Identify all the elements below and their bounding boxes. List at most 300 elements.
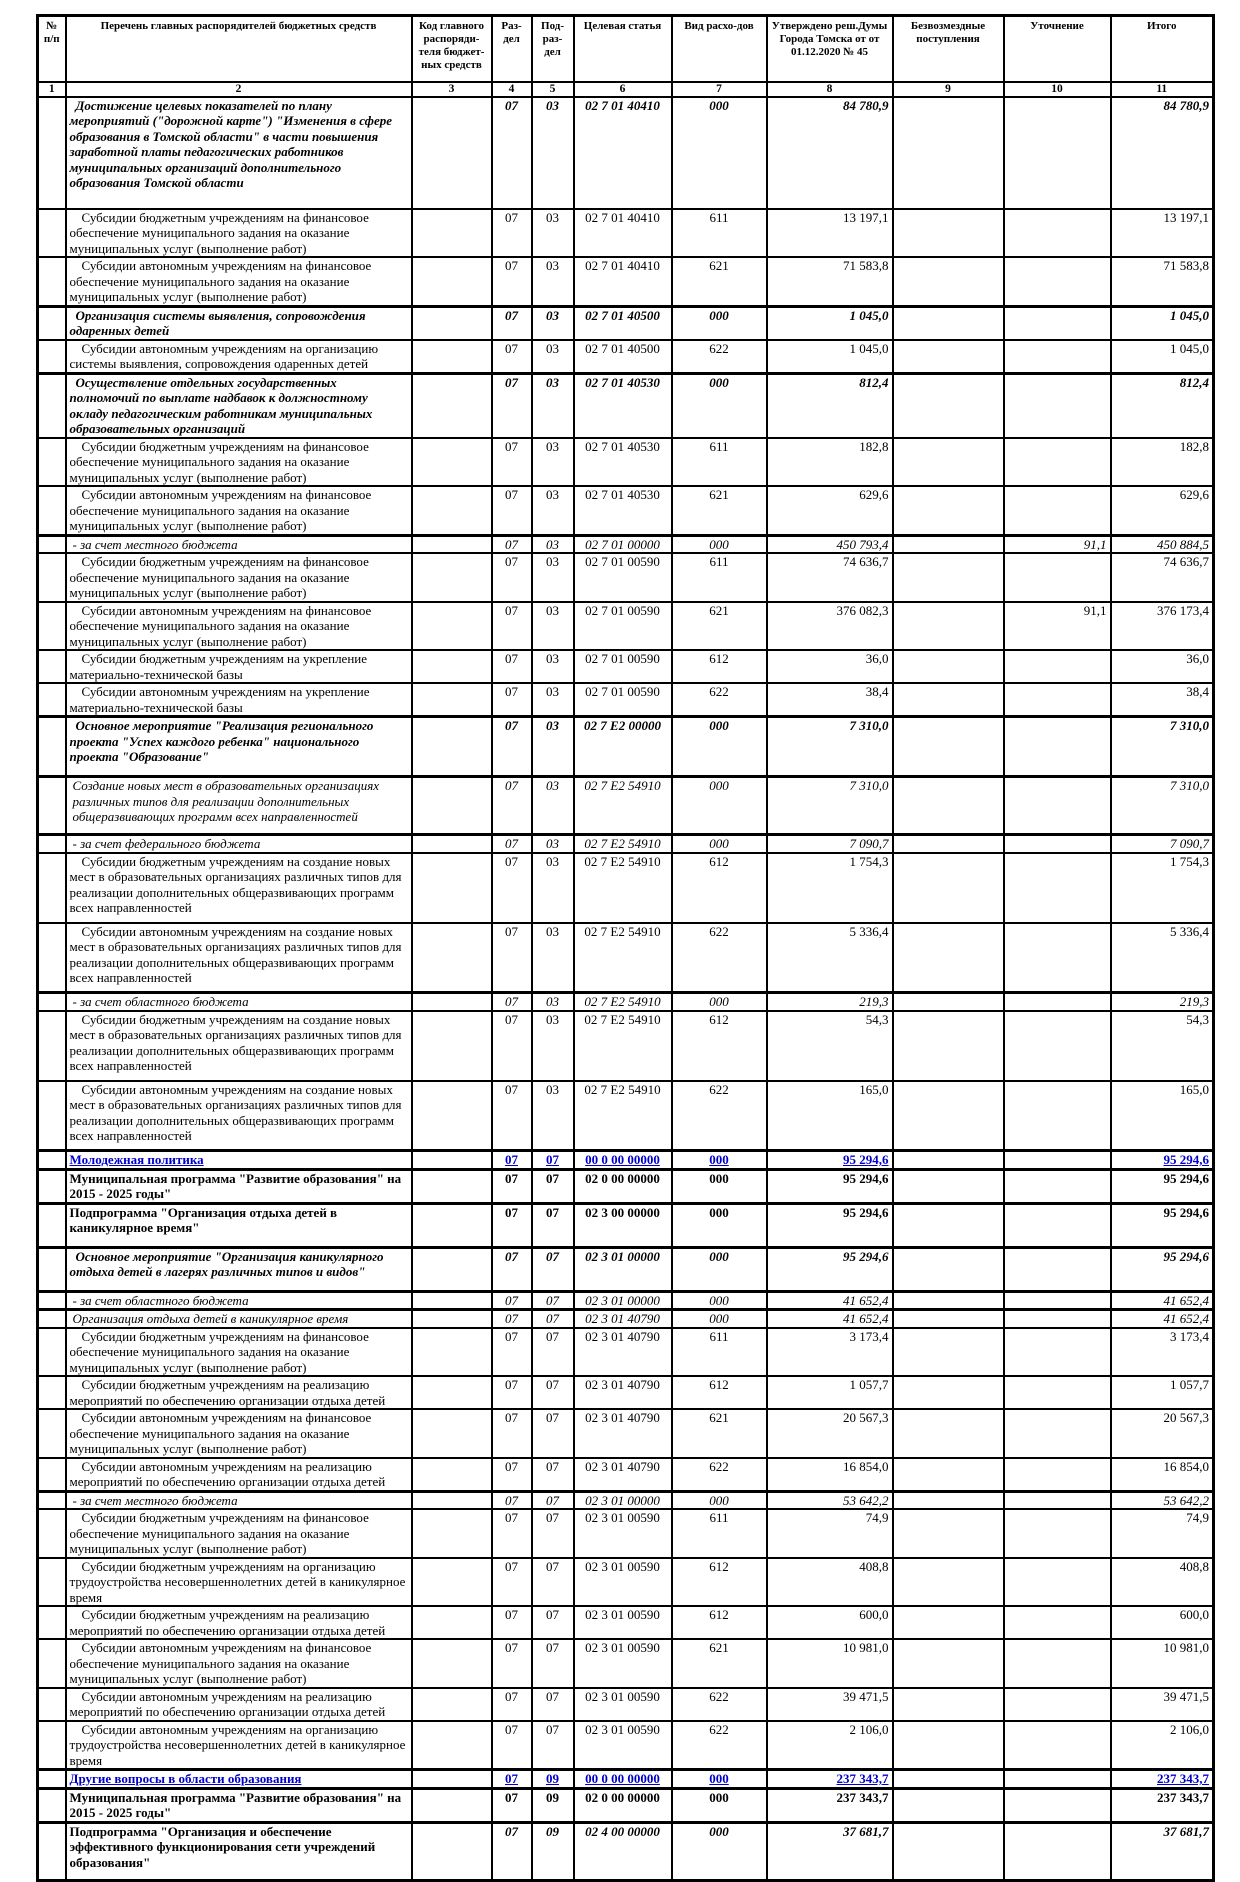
table-row <box>38 257 1214 306</box>
cell-clarification <box>1004 1788 1111 1822</box>
cell-name: Основное мероприятие "Организация каникулярного отдыха детей в лагерях различных типов и видов" <box>66 1247 412 1291</box>
cell-expense-type: 611 <box>672 1328 767 1377</box>
cell-name: - за счет местного бюджета <box>66 1491 412 1509</box>
cell-npp <box>38 1788 66 1822</box>
cell-name: Подпрограмма "Организация и обеспечение эффективного функционирования сети учреждений образования" <box>66 1822 412 1880</box>
cell-npp <box>38 535 66 553</box>
cell-approved: 812,4 <box>767 373 893 438</box>
cell-expense-type: 622 <box>672 1688 767 1721</box>
cell-target-article: 02 3 01 00000 <box>574 1491 672 1509</box>
cell-razdel: 07 <box>492 717 532 777</box>
cell-podrazdel: 03 <box>532 553 574 602</box>
cell-name: Субсидии автономным учреждениям на финансовое обеспечение муниципального задания на оказание муниципальных услуг (выполнение работ) <box>66 1639 412 1688</box>
cell-gratuitous <box>893 1409 1004 1458</box>
cell-razdel: 07 <box>492 373 532 438</box>
cell-target-article: 02 3 01 00590 <box>574 1509 672 1558</box>
cell-approved: 1 045,0 <box>767 306 893 340</box>
cell-gratuitous <box>893 1310 1004 1328</box>
cell-gratuitous <box>893 1688 1004 1721</box>
cell-razdel: 07 <box>492 853 532 923</box>
cell-target-article: 02 7 01 00590 <box>574 683 672 717</box>
cell-name: Организация системы выявления, сопровождения одаренных детей <box>66 306 412 340</box>
cell-gratuitous <box>893 486 1004 535</box>
table-row <box>38 777 1214 835</box>
cell-razdel: 07 <box>492 1203 532 1247</box>
table-row <box>38 835 1214 853</box>
cell-target-article: 02 7 E2 54910 <box>574 835 672 853</box>
cell-gratuitous <box>893 1770 1004 1789</box>
cell-podrazdel: 03 <box>532 257 574 306</box>
cell-total: 3 173,4 <box>1111 1328 1214 1377</box>
cell-podrazdel: 03 <box>532 602 574 651</box>
cell-expense-type: 000 <box>672 1310 767 1328</box>
cell-clarification <box>1004 650 1111 683</box>
cell-name: Субсидии автономным учреждениям на финансовое обеспечение муниципального задания на оказание муниципальных услуг (выполнение работ) <box>66 257 412 306</box>
cell-grbs-code <box>412 373 492 438</box>
cell-approved: 95 294,6 <box>767 1247 893 1291</box>
cell-podrazdel: 07 <box>532 1203 574 1247</box>
cell-approved: 13 197,1 <box>767 209 893 258</box>
cell-podrazdel: 03 <box>532 717 574 777</box>
cell-name: Субсидии автономным учреждениям на реализацию мероприятий по обеспечению организации отдыха детей <box>66 1458 412 1492</box>
cell-razdel: 07 <box>492 340 532 374</box>
cell-clarification <box>1004 683 1111 717</box>
cell-gratuitous <box>893 1169 1004 1203</box>
header-col-podrazdel: Под-раз-дел <box>532 16 574 82</box>
cell-razdel: 07 <box>492 553 532 602</box>
cell-podrazdel: 03 <box>532 853 574 923</box>
table-row <box>38 1409 1214 1458</box>
cell-gratuitous <box>893 1558 1004 1607</box>
cell-razdel: 07 <box>492 1721 532 1770</box>
cell-razdel: 07 <box>492 1788 532 1822</box>
table-row <box>38 993 1214 1011</box>
cell-target-article: 00 0 00 00000 <box>574 1151 672 1170</box>
cell-expense-type: 612 <box>672 1376 767 1409</box>
cell-grbs-code <box>412 1721 492 1770</box>
cell-clarification <box>1004 1011 1111 1081</box>
cell-name: Субсидии автономным учреждениям на финансовое обеспечение муниципального задания на оказание муниципальных услуг (выполнение работ) <box>66 602 412 651</box>
cell-name: Субсидии бюджетным учреждениям на реализацию мероприятий по обеспечению организации отдыха детей <box>66 1606 412 1639</box>
header-colnum-8: 8 <box>767 82 893 97</box>
cell-expense-type: 000 <box>672 97 767 209</box>
cell-target-article: 02 7 01 00590 <box>574 553 672 602</box>
table-row <box>38 486 1214 535</box>
cell-target-article: 02 3 01 00590 <box>574 1558 672 1607</box>
cell-npp <box>38 1606 66 1639</box>
cell-target-article: 02 0 00 00000 <box>574 1169 672 1203</box>
cell-podrazdel: 03 <box>532 683 574 717</box>
cell-expense-type: 000 <box>672 373 767 438</box>
cell-clarification <box>1004 1169 1111 1203</box>
cell-grbs-code <box>412 683 492 717</box>
cell-clarification <box>1004 993 1111 1011</box>
cell-target-article: 02 3 01 40790 <box>574 1458 672 1492</box>
cell-razdel: 07 <box>492 1376 532 1409</box>
cell-total: 95 294,6 <box>1111 1203 1214 1247</box>
cell-expense-type: 000 <box>672 1291 767 1310</box>
cell-podrazdel: 07 <box>532 1310 574 1328</box>
cell-expense-type: 000 <box>672 1169 767 1203</box>
table-header <box>38 16 1214 97</box>
cell-name: - за счет местного бюджета <box>66 535 412 553</box>
cell-npp <box>38 438 66 487</box>
cell-clarification <box>1004 1291 1111 1310</box>
cell-target-article: 02 3 01 00000 <box>574 1291 672 1310</box>
cell-razdel: 07 <box>492 1169 532 1203</box>
cell-target-article: 02 3 01 40790 <box>574 1409 672 1458</box>
cell-expense-type: 611 <box>672 1509 767 1558</box>
cell-npp <box>38 683 66 717</box>
table-row <box>38 1011 1214 1081</box>
cell-grbs-code <box>412 486 492 535</box>
cell-total: 1 045,0 <box>1111 340 1214 374</box>
cell-clarification <box>1004 717 1111 777</box>
cell-gratuitous <box>893 373 1004 438</box>
cell-grbs-code <box>412 209 492 258</box>
cell-gratuitous <box>893 1721 1004 1770</box>
cell-clarification <box>1004 1822 1111 1880</box>
cell-npp <box>38 993 66 1011</box>
cell-gratuitous <box>893 1291 1004 1310</box>
cell-podrazdel: 03 <box>532 1011 574 1081</box>
cell-approved: 10 981,0 <box>767 1639 893 1688</box>
cell-approved: 165,0 <box>767 1081 893 1151</box>
header-col-grbs-code: Код главного распоряди-теля бюджет-ных средств <box>412 16 492 82</box>
cell-total: 74,9 <box>1111 1509 1214 1558</box>
cell-expense-type: 000 <box>672 306 767 340</box>
cell-podrazdel: 07 <box>532 1721 574 1770</box>
cell-npp <box>38 1558 66 1607</box>
cell-total: 7 310,0 <box>1111 777 1214 835</box>
cell-npp <box>38 486 66 535</box>
cell-grbs-code <box>412 1328 492 1377</box>
table-row <box>38 373 1214 438</box>
cell-razdel: 07 <box>492 1491 532 1509</box>
cell-target-article: 02 3 01 00590 <box>574 1688 672 1721</box>
cell-target-article: 02 7 01 40530 <box>574 373 672 438</box>
cell-razdel: 07 <box>492 438 532 487</box>
cell-approved: 20 567,3 <box>767 1409 893 1458</box>
cell-grbs-code <box>412 438 492 487</box>
cell-target-article: 02 7 01 40410 <box>574 97 672 209</box>
cell-clarification <box>1004 923 1111 993</box>
header-col-razdel: Раз-дел <box>492 16 532 82</box>
cell-total: 182,8 <box>1111 438 1214 487</box>
cell-name: Субсидии автономным учреждениям на укрепление материально-технической базы <box>66 683 412 717</box>
cell-podrazdel: 07 <box>532 1606 574 1639</box>
table-row <box>38 1721 1214 1770</box>
header-col-npp: № п/п <box>38 16 66 82</box>
cell-approved: 7 310,0 <box>767 717 893 777</box>
cell-grbs-code <box>412 1081 492 1151</box>
cell-name: Субсидии бюджетным учреждениям на создание новых мест в образовательных организациях различных типов для реализации дополнительных общеразвивающих программ всех направленностей <box>66 853 412 923</box>
cell-clarification <box>1004 340 1111 374</box>
header-colnum-6: 6 <box>574 82 672 97</box>
cell-approved: 629,6 <box>767 486 893 535</box>
cell-name: Основное мероприятие "Реализация регионального проекта "Успех каждого ребенка" национального проекта "Образование" <box>66 717 412 777</box>
cell-grbs-code <box>412 1509 492 1558</box>
cell-grbs-code <box>412 1788 492 1822</box>
cell-npp <box>38 1169 66 1203</box>
table-row <box>38 1247 1214 1291</box>
cell-razdel: 07 <box>492 1011 532 1081</box>
header-colnum-7: 7 <box>672 82 767 97</box>
cell-razdel: 07 <box>492 923 532 993</box>
cell-approved: 37 681,7 <box>767 1822 893 1880</box>
cell-total: 165,0 <box>1111 1081 1214 1151</box>
cell-approved: 36,0 <box>767 650 893 683</box>
cell-razdel: 07 <box>492 1247 532 1291</box>
table-row <box>38 553 1214 602</box>
cell-npp <box>38 1721 66 1770</box>
cell-clarification: 91,1 <box>1004 535 1111 553</box>
cell-name: - за счет областного бюджета <box>66 993 412 1011</box>
cell-target-article: 02 3 01 00590 <box>574 1639 672 1688</box>
cell-npp <box>38 1639 66 1688</box>
cell-name: Субсидии бюджетным учреждениям на организацию трудоустройства несовершеннолетних детей в каникулярное время <box>66 1558 412 1607</box>
cell-grbs-code <box>412 1151 492 1170</box>
cell-name: Субсидии бюджетным учреждениям на создание новых мест в образовательных организациях различных типов для реализации дополнительных общеразвивающих программ всех направленностей <box>66 1011 412 1081</box>
cell-name: Субсидии автономным учреждениям на реализацию мероприятий по обеспечению организации отдыха детей <box>66 1688 412 1721</box>
cell-target-article: 02 0 00 00000 <box>574 1788 672 1822</box>
cell-target-article: 02 3 01 00590 <box>574 1606 672 1639</box>
cell-gratuitous <box>893 683 1004 717</box>
cell-podrazdel: 07 <box>532 1558 574 1607</box>
cell-total: 41 652,4 <box>1111 1310 1214 1328</box>
cell-podrazdel: 07 <box>532 1409 574 1458</box>
cell-podrazdel: 07 <box>532 1169 574 1203</box>
cell-podrazdel: 07 <box>532 1291 574 1310</box>
cell-total: 54,3 <box>1111 1011 1214 1081</box>
table-row <box>38 1788 1214 1822</box>
cell-podrazdel: 03 <box>532 340 574 374</box>
table-row <box>38 683 1214 717</box>
cell-approved: 16 854,0 <box>767 1458 893 1492</box>
cell-npp <box>38 1509 66 1558</box>
cell-grbs-code <box>412 1291 492 1310</box>
cell-target-article: 02 4 00 00000 <box>574 1822 672 1880</box>
cell-podrazdel: 03 <box>532 97 574 209</box>
cell-npp <box>38 1491 66 1509</box>
cell-npp <box>38 1291 66 1310</box>
cell-clarification <box>1004 306 1111 340</box>
cell-total: 7 090,7 <box>1111 835 1214 853</box>
table-row <box>38 1509 1214 1558</box>
cell-grbs-code <box>412 1606 492 1639</box>
cell-expense-type: 622 <box>672 683 767 717</box>
cell-total: 408,8 <box>1111 1558 1214 1607</box>
cell-expense-type: 612 <box>672 853 767 923</box>
cell-podrazdel: 03 <box>532 209 574 258</box>
cell-npp <box>38 777 66 835</box>
cell-clarification <box>1004 553 1111 602</box>
cell-podrazdel: 07 <box>532 1491 574 1509</box>
cell-clarification <box>1004 1606 1111 1639</box>
cell-approved: 1 057,7 <box>767 1376 893 1409</box>
cell-gratuitous <box>893 1151 1004 1170</box>
cell-npp <box>38 1770 66 1789</box>
cell-npp <box>38 1376 66 1409</box>
cell-expense-type: 621 <box>672 602 767 651</box>
cell-grbs-code <box>412 306 492 340</box>
cell-approved: 39 471,5 <box>767 1688 893 1721</box>
cell-razdel: 07 <box>492 486 532 535</box>
cell-approved: 600,0 <box>767 1606 893 1639</box>
cell-expense-type: 612 <box>672 650 767 683</box>
cell-clarification <box>1004 1558 1111 1607</box>
cell-clarification <box>1004 438 1111 487</box>
cell-target-article: 02 7 E2 54910 <box>574 1081 672 1151</box>
cell-name: Организация отдыха детей в каникулярное время <box>66 1310 412 1328</box>
cell-gratuitous <box>893 306 1004 340</box>
table-row <box>38 1688 1214 1721</box>
cell-grbs-code <box>412 923 492 993</box>
cell-approved: 84 780,9 <box>767 97 893 209</box>
cell-approved: 1 754,3 <box>767 853 893 923</box>
cell-razdel: 07 <box>492 1606 532 1639</box>
cell-grbs-code <box>412 835 492 853</box>
cell-name: Субсидии бюджетным учреждениям на финансовое обеспечение муниципального задания на оказание муниципальных услуг (выполнение работ) <box>66 1328 412 1377</box>
cell-total: 41 652,4 <box>1111 1291 1214 1310</box>
table-row <box>38 717 1214 777</box>
cell-npp <box>38 1409 66 1458</box>
table-row <box>38 1291 1214 1310</box>
cell-gratuitous <box>893 1328 1004 1377</box>
cell-expense-type: 622 <box>672 340 767 374</box>
cell-target-article: 02 7 01 00590 <box>574 650 672 683</box>
cell-approved: 95 294,6 <box>767 1151 893 1170</box>
cell-gratuitous <box>893 835 1004 853</box>
cell-grbs-code <box>412 1770 492 1789</box>
cell-approved: 41 652,4 <box>767 1310 893 1328</box>
cell-name: Субсидии бюджетным учреждениям на финансовое обеспечение муниципального задания на оказание муниципальных услуг (выполнение работ) <box>66 438 412 487</box>
cell-grbs-code <box>412 777 492 835</box>
cell-name: Субсидии автономным учреждениям на организацию трудоустройства несовершеннолетних детей в каникулярное время <box>66 1721 412 1770</box>
cell-clarification <box>1004 1247 1111 1291</box>
cell-approved: 74 636,7 <box>767 553 893 602</box>
cell-clarification <box>1004 835 1111 853</box>
cell-approved: 54,3 <box>767 1011 893 1081</box>
cell-expense-type: 000 <box>672 993 767 1011</box>
cell-razdel: 07 <box>492 1822 532 1880</box>
cell-approved: 95 294,6 <box>767 1203 893 1247</box>
cell-razdel: 07 <box>492 1409 532 1458</box>
cell-target-article: 02 3 01 40790 <box>574 1310 672 1328</box>
cell-razdel: 07 <box>492 257 532 306</box>
cell-gratuitous <box>893 438 1004 487</box>
cell-total: 629,6 <box>1111 486 1214 535</box>
cell-approved: 53 642,2 <box>767 1491 893 1509</box>
cell-expense-type: 622 <box>672 1458 767 1492</box>
table-row <box>38 1169 1214 1203</box>
cell-razdel: 07 <box>492 1458 532 1492</box>
cell-expense-type: 622 <box>672 1081 767 1151</box>
cell-npp <box>38 373 66 438</box>
cell-total: 38,4 <box>1111 683 1214 717</box>
cell-grbs-code <box>412 1822 492 1880</box>
cell-grbs-code <box>412 1491 492 1509</box>
cell-expense-type: 622 <box>672 923 767 993</box>
cell-total: 376 173,4 <box>1111 602 1214 651</box>
cell-expense-type: 611 <box>672 438 767 487</box>
cell-gratuitous <box>893 209 1004 258</box>
cell-npp <box>38 923 66 993</box>
cell-npp <box>38 602 66 651</box>
cell-target-article: 02 7 E2 00000 <box>574 717 672 777</box>
cell-grbs-code <box>412 717 492 777</box>
cell-target-article: 02 7 01 00590 <box>574 602 672 651</box>
cell-clarification <box>1004 1688 1111 1721</box>
cell-podrazdel: 03 <box>532 650 574 683</box>
cell-npp <box>38 1011 66 1081</box>
cell-npp <box>38 1458 66 1492</box>
table-row <box>38 1376 1214 1409</box>
header-col-clarification: Уточнение <box>1004 16 1111 82</box>
cell-total: 95 294,6 <box>1111 1247 1214 1291</box>
header-colnum-1: 1 <box>38 82 66 97</box>
cell-total: 1 057,7 <box>1111 1376 1214 1409</box>
cell-podrazdel: 03 <box>532 835 574 853</box>
cell-expense-type: 000 <box>672 1203 767 1247</box>
cell-expense-type: 612 <box>672 1606 767 1639</box>
header-colnum-11: 11 <box>1111 82 1214 97</box>
cell-razdel: 07 <box>492 602 532 651</box>
cell-clarification <box>1004 1639 1111 1688</box>
cell-approved: 450 793,4 <box>767 535 893 553</box>
cell-clarification <box>1004 853 1111 923</box>
cell-name: - за счет областного бюджета <box>66 1291 412 1310</box>
cell-podrazdel: 03 <box>532 777 574 835</box>
cell-clarification <box>1004 257 1111 306</box>
cell-razdel: 07 <box>492 1639 532 1688</box>
cell-npp <box>38 1328 66 1377</box>
cell-expense-type: 612 <box>672 1011 767 1081</box>
header-colnum-4: 4 <box>492 82 532 97</box>
table-row <box>38 1203 1214 1247</box>
cell-clarification <box>1004 209 1111 258</box>
cell-total: 812,4 <box>1111 373 1214 438</box>
cell-name: Достижение целевых показателей по плану мероприятий ("дорожной карте") "Изменения в сфере образования в Томской области" в части повышения заработной платы педагогических работников муниципальных организаций дополнительного образования Томской области <box>66 97 412 209</box>
cell-clarification <box>1004 1310 1111 1328</box>
cell-total: 5 336,4 <box>1111 923 1214 993</box>
cell-gratuitous <box>893 1458 1004 1492</box>
header-col-approved: Утверждено реш.Думы Города Томска от от 01.12.2020 № 45 <box>767 16 893 82</box>
cell-npp <box>38 1688 66 1721</box>
cell-clarification <box>1004 97 1111 209</box>
cell-podrazdel: 03 <box>532 486 574 535</box>
cell-target-article: 02 7 01 40410 <box>574 257 672 306</box>
header-colnum-10: 10 <box>1004 82 1111 97</box>
cell-podrazdel: 03 <box>532 1081 574 1151</box>
cell-razdel: 07 <box>492 1688 532 1721</box>
cell-expense-type: 000 <box>672 1788 767 1822</box>
cell-total: 37 681,7 <box>1111 1822 1214 1880</box>
cell-clarification <box>1004 373 1111 438</box>
cell-approved: 41 652,4 <box>767 1291 893 1310</box>
cell-total: 95 294,6 <box>1111 1151 1214 1170</box>
cell-npp <box>38 97 66 209</box>
cell-expense-type: 622 <box>672 1721 767 1770</box>
cell-approved: 182,8 <box>767 438 893 487</box>
cell-target-article: 02 3 01 00000 <box>574 1247 672 1291</box>
cell-podrazdel: 07 <box>532 1458 574 1492</box>
cell-total: 450 884,5 <box>1111 535 1214 553</box>
cell-clarification <box>1004 1376 1111 1409</box>
cell-clarification <box>1004 1770 1111 1789</box>
cell-approved: 5 336,4 <box>767 923 893 993</box>
cell-clarification <box>1004 1491 1111 1509</box>
